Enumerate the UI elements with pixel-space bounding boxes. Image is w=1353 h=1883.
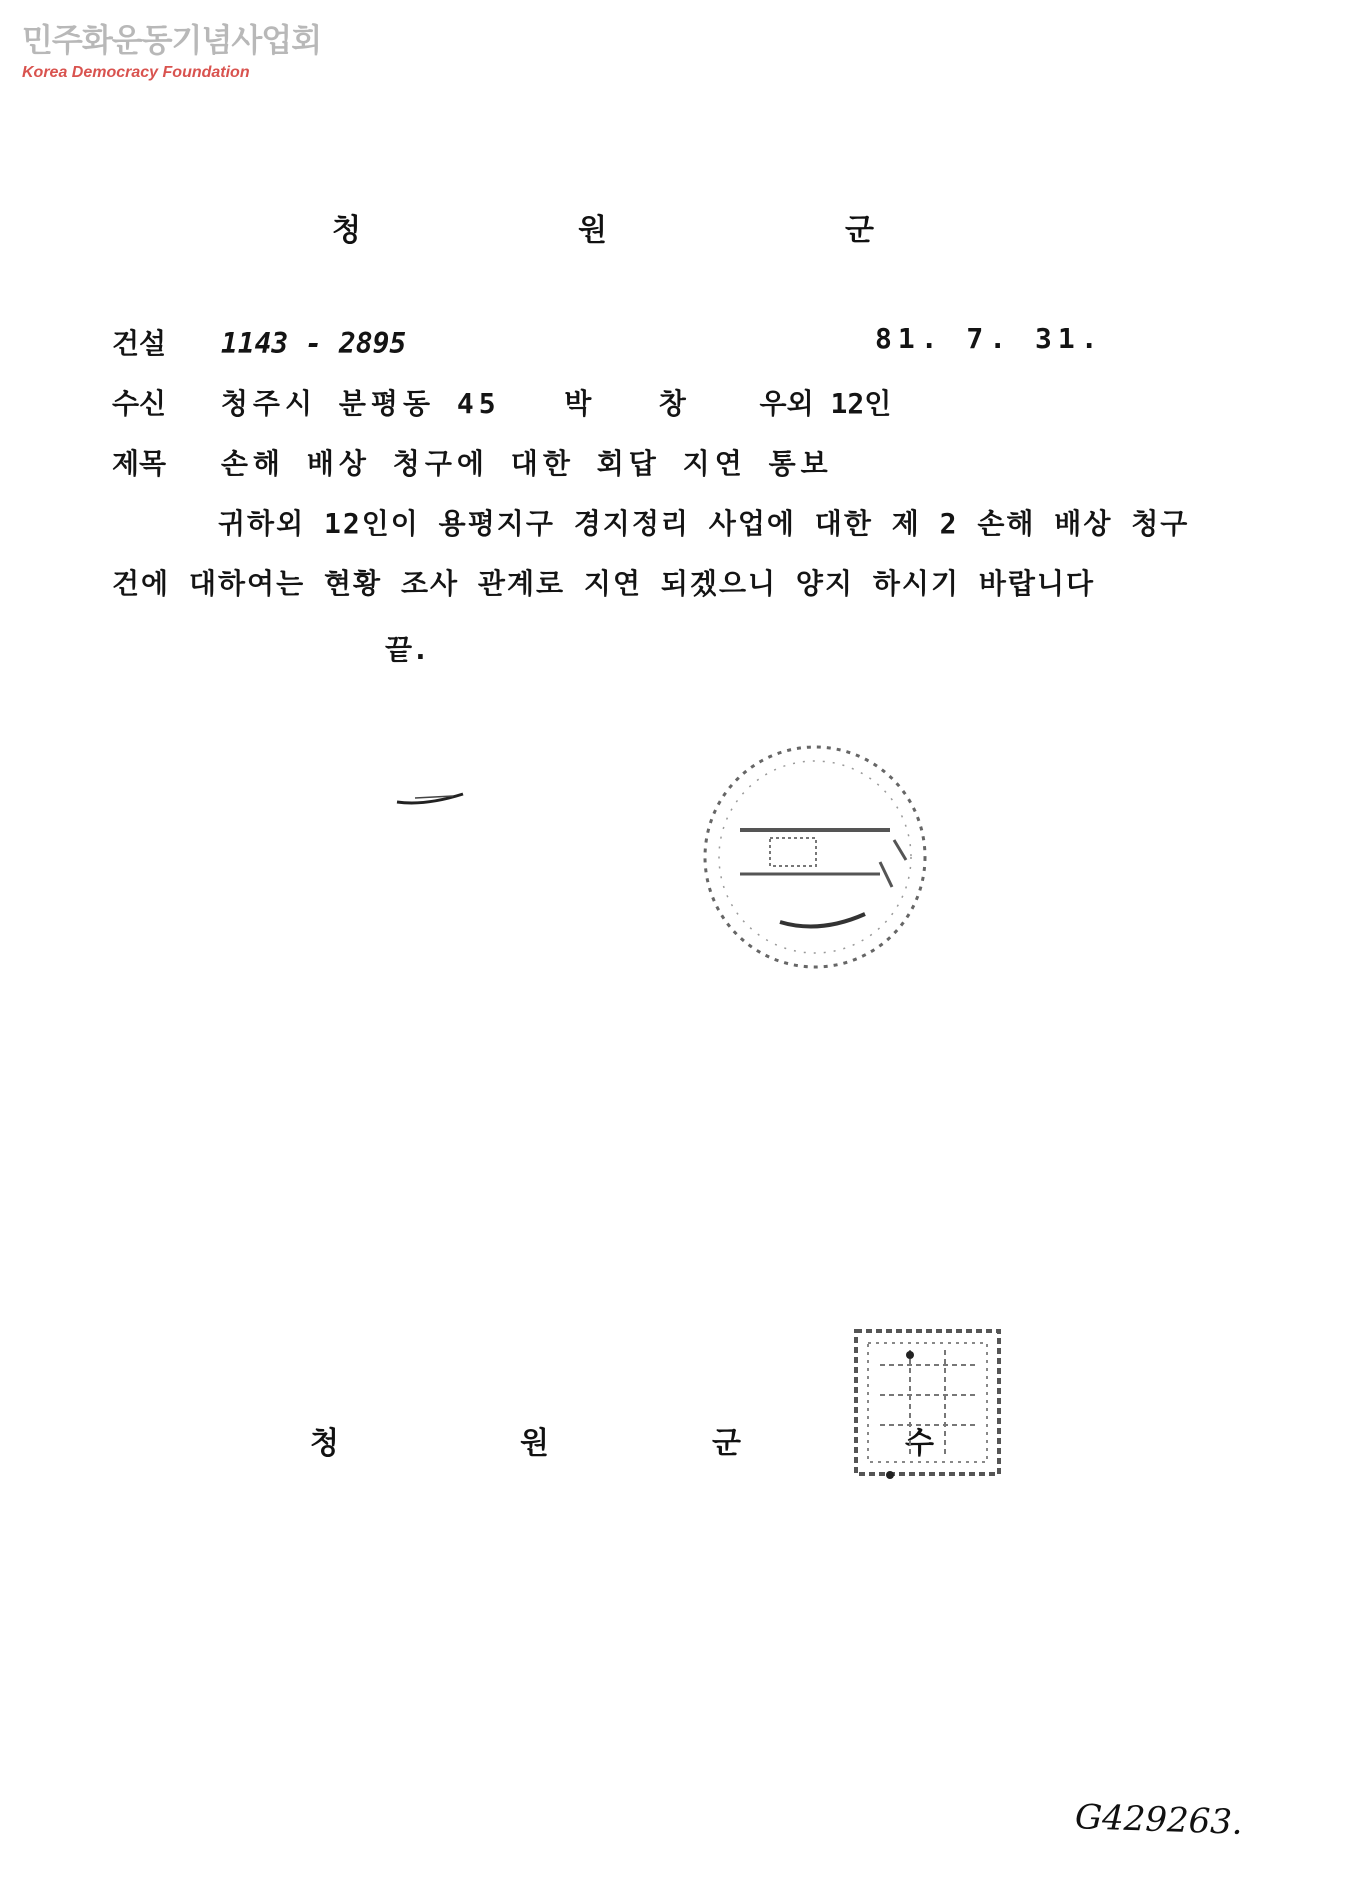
watermark-english: Korea Democracy Foundation bbox=[22, 64, 250, 81]
recipient-label: 수신 bbox=[112, 387, 167, 420]
footer-char-2: 원 bbox=[520, 1426, 549, 1461]
official-square-seal bbox=[850, 1325, 1005, 1480]
subject-line bbox=[112, 442, 833, 482]
footer-char-4: 수 bbox=[905, 1426, 934, 1461]
archive-number: G429263. bbox=[1074, 1797, 1244, 1843]
header-char-1: 청 bbox=[332, 213, 361, 248]
recipient-address: 청주시 분평동 45 bbox=[220, 387, 501, 420]
doc-number-line bbox=[112, 322, 406, 362]
body-line-1: 귀하외 12인이 용평지구 경지정리 사업에 대한 제 2 손해 배상 청구 bbox=[218, 507, 1190, 540]
subject-text: 손해 배상 청구에 대한 회답 지연 통보 bbox=[220, 447, 833, 480]
doc-number: 1143 - 2895 bbox=[220, 327, 407, 360]
official-round-stamp bbox=[680, 722, 950, 992]
doc-number-label: 건설 bbox=[112, 327, 167, 360]
footer-char-3: 군 bbox=[712, 1426, 741, 1461]
recipient-name: 박 창 bbox=[564, 387, 686, 420]
body-line-2: 건에 대하여는 현황 조사 관계로 지연 되겠으니 양지 하시기 바랍니다 bbox=[112, 567, 1096, 600]
header-char-3: 군 bbox=[845, 213, 874, 248]
doc-date: 81. 7. 31. bbox=[875, 322, 1104, 355]
end-mark: 끝. bbox=[385, 633, 429, 666]
header-char-2: 원 bbox=[578, 213, 607, 248]
recipient-line bbox=[112, 382, 891, 422]
subject-label: 제목 bbox=[112, 447, 167, 480]
signature-stroke bbox=[395, 788, 467, 808]
watermark-logo bbox=[22, 20, 321, 82]
recipient-suffix: 우외 12인 bbox=[759, 387, 892, 420]
footer-char-1: 청 bbox=[310, 1426, 339, 1461]
watermark-korean: 민주화운동기념사업회 bbox=[22, 21, 322, 59]
